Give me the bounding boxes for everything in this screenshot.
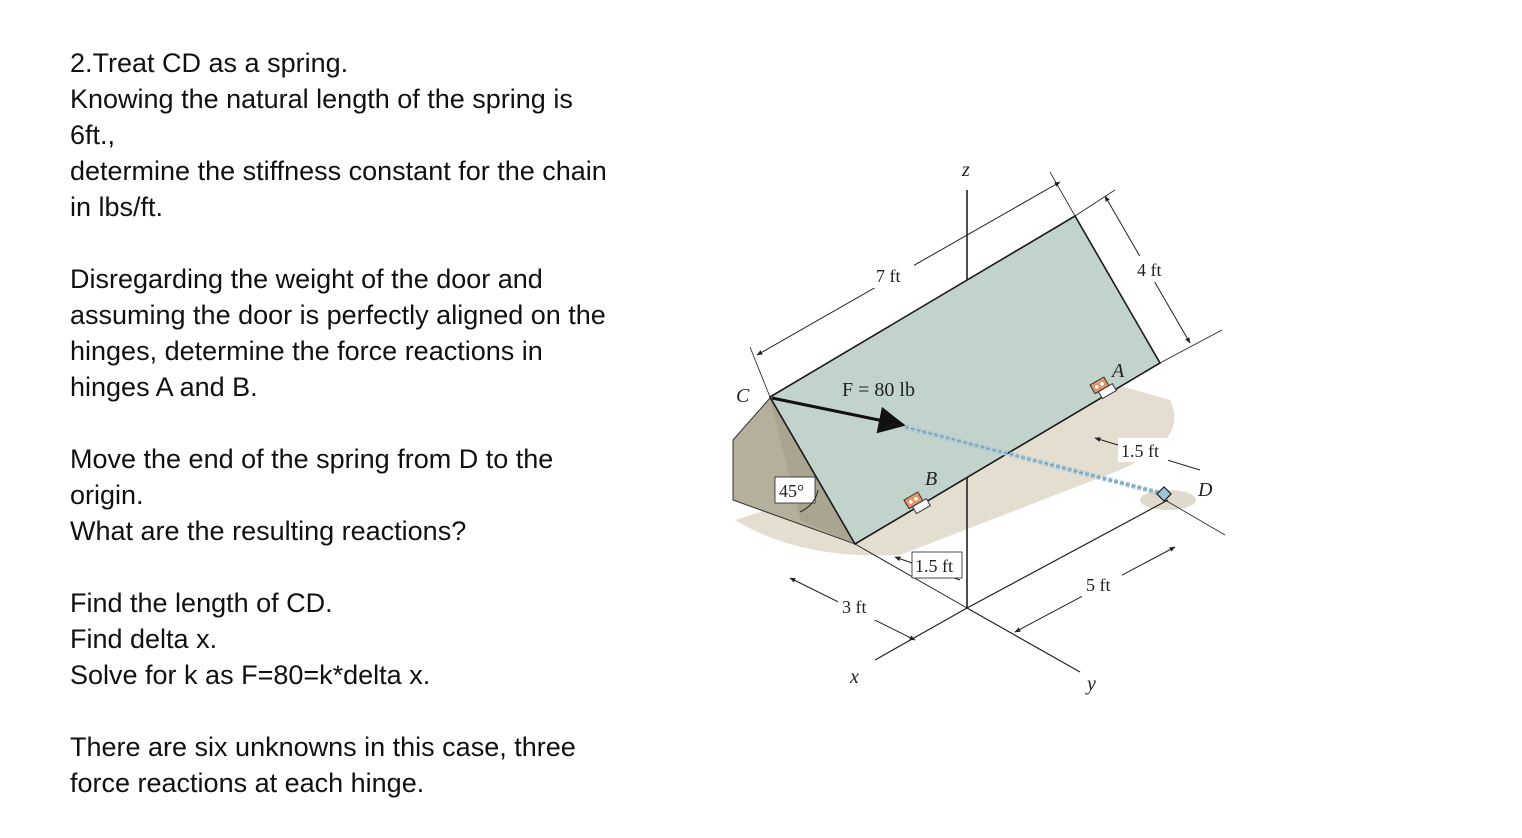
text-line: force reactions at each hinge. — [70, 768, 425, 798]
label-d: D — [1198, 479, 1213, 501]
label-hinge-a-offset: 1.5 ft — [1121, 441, 1159, 461]
text-line: Solve for k as F=80=k*delta x. — [70, 660, 431, 690]
text-line: determine the stiffness constant for the chain — [70, 156, 607, 186]
text-line: hinges, determine the force reactions in — [70, 336, 543, 366]
text-line: assuming the door is perfectly aligned on the — [70, 300, 606, 330]
text-line: Find the length of CD. — [70, 588, 333, 618]
label-force: F = 80 lb — [842, 379, 915, 401]
text-line: origin. — [70, 480, 144, 510]
dim-ext — [1050, 172, 1075, 216]
paragraph-move-spring — [70, 441, 710, 549]
text-line: What are the resulting reactions? — [70, 516, 467, 546]
problem-text — [70, 45, 710, 837]
paragraph-steps — [70, 585, 710, 693]
text-line: There are six unknowns in this case, three — [70, 732, 576, 762]
x-axis — [875, 608, 967, 660]
text-line: 2.Treat CD as a spring. — [70, 48, 349, 78]
text-line: hinges A and B. — [70, 372, 258, 402]
label-y: y — [1087, 673, 1096, 695]
y-axis-ext — [967, 608, 1080, 672]
text-line: Knowing the natural length of the spring is — [70, 84, 573, 114]
label-a: A — [1112, 360, 1125, 382]
label-angle: 45° — [779, 481, 805, 501]
text-line: Disregarding the weight of the door and — [70, 264, 543, 294]
label-y-offset: 5 ft — [1086, 575, 1111, 595]
text-line: Move the end of the spring from D to the — [70, 444, 554, 474]
dim-ext — [750, 347, 770, 397]
label-door-height: 4 ft — [1137, 260, 1162, 280]
paragraph-spring-setup — [70, 45, 710, 225]
label-c: C — [736, 385, 750, 407]
label-hinge-b-offset: 1.5 ft — [915, 556, 953, 576]
text-line: Find delta x. — [70, 624, 218, 654]
text-line: in lbs/ft. — [70, 192, 164, 222]
dim-ext — [1160, 330, 1222, 363]
paragraph-unknowns — [70, 729, 710, 801]
dim-ext — [1165, 500, 1225, 535]
label-b: B — [925, 468, 938, 490]
door-diagram — [725, 150, 1245, 710]
text-line: 6ft., — [70, 120, 116, 150]
label-x-offset: 3 ft — [842, 597, 867, 617]
label-door-width: 7 ft — [876, 266, 901, 286]
paragraph-hinge-reactions — [70, 261, 710, 405]
label-x: x — [850, 666, 859, 688]
label-z: z — [962, 159, 970, 181]
